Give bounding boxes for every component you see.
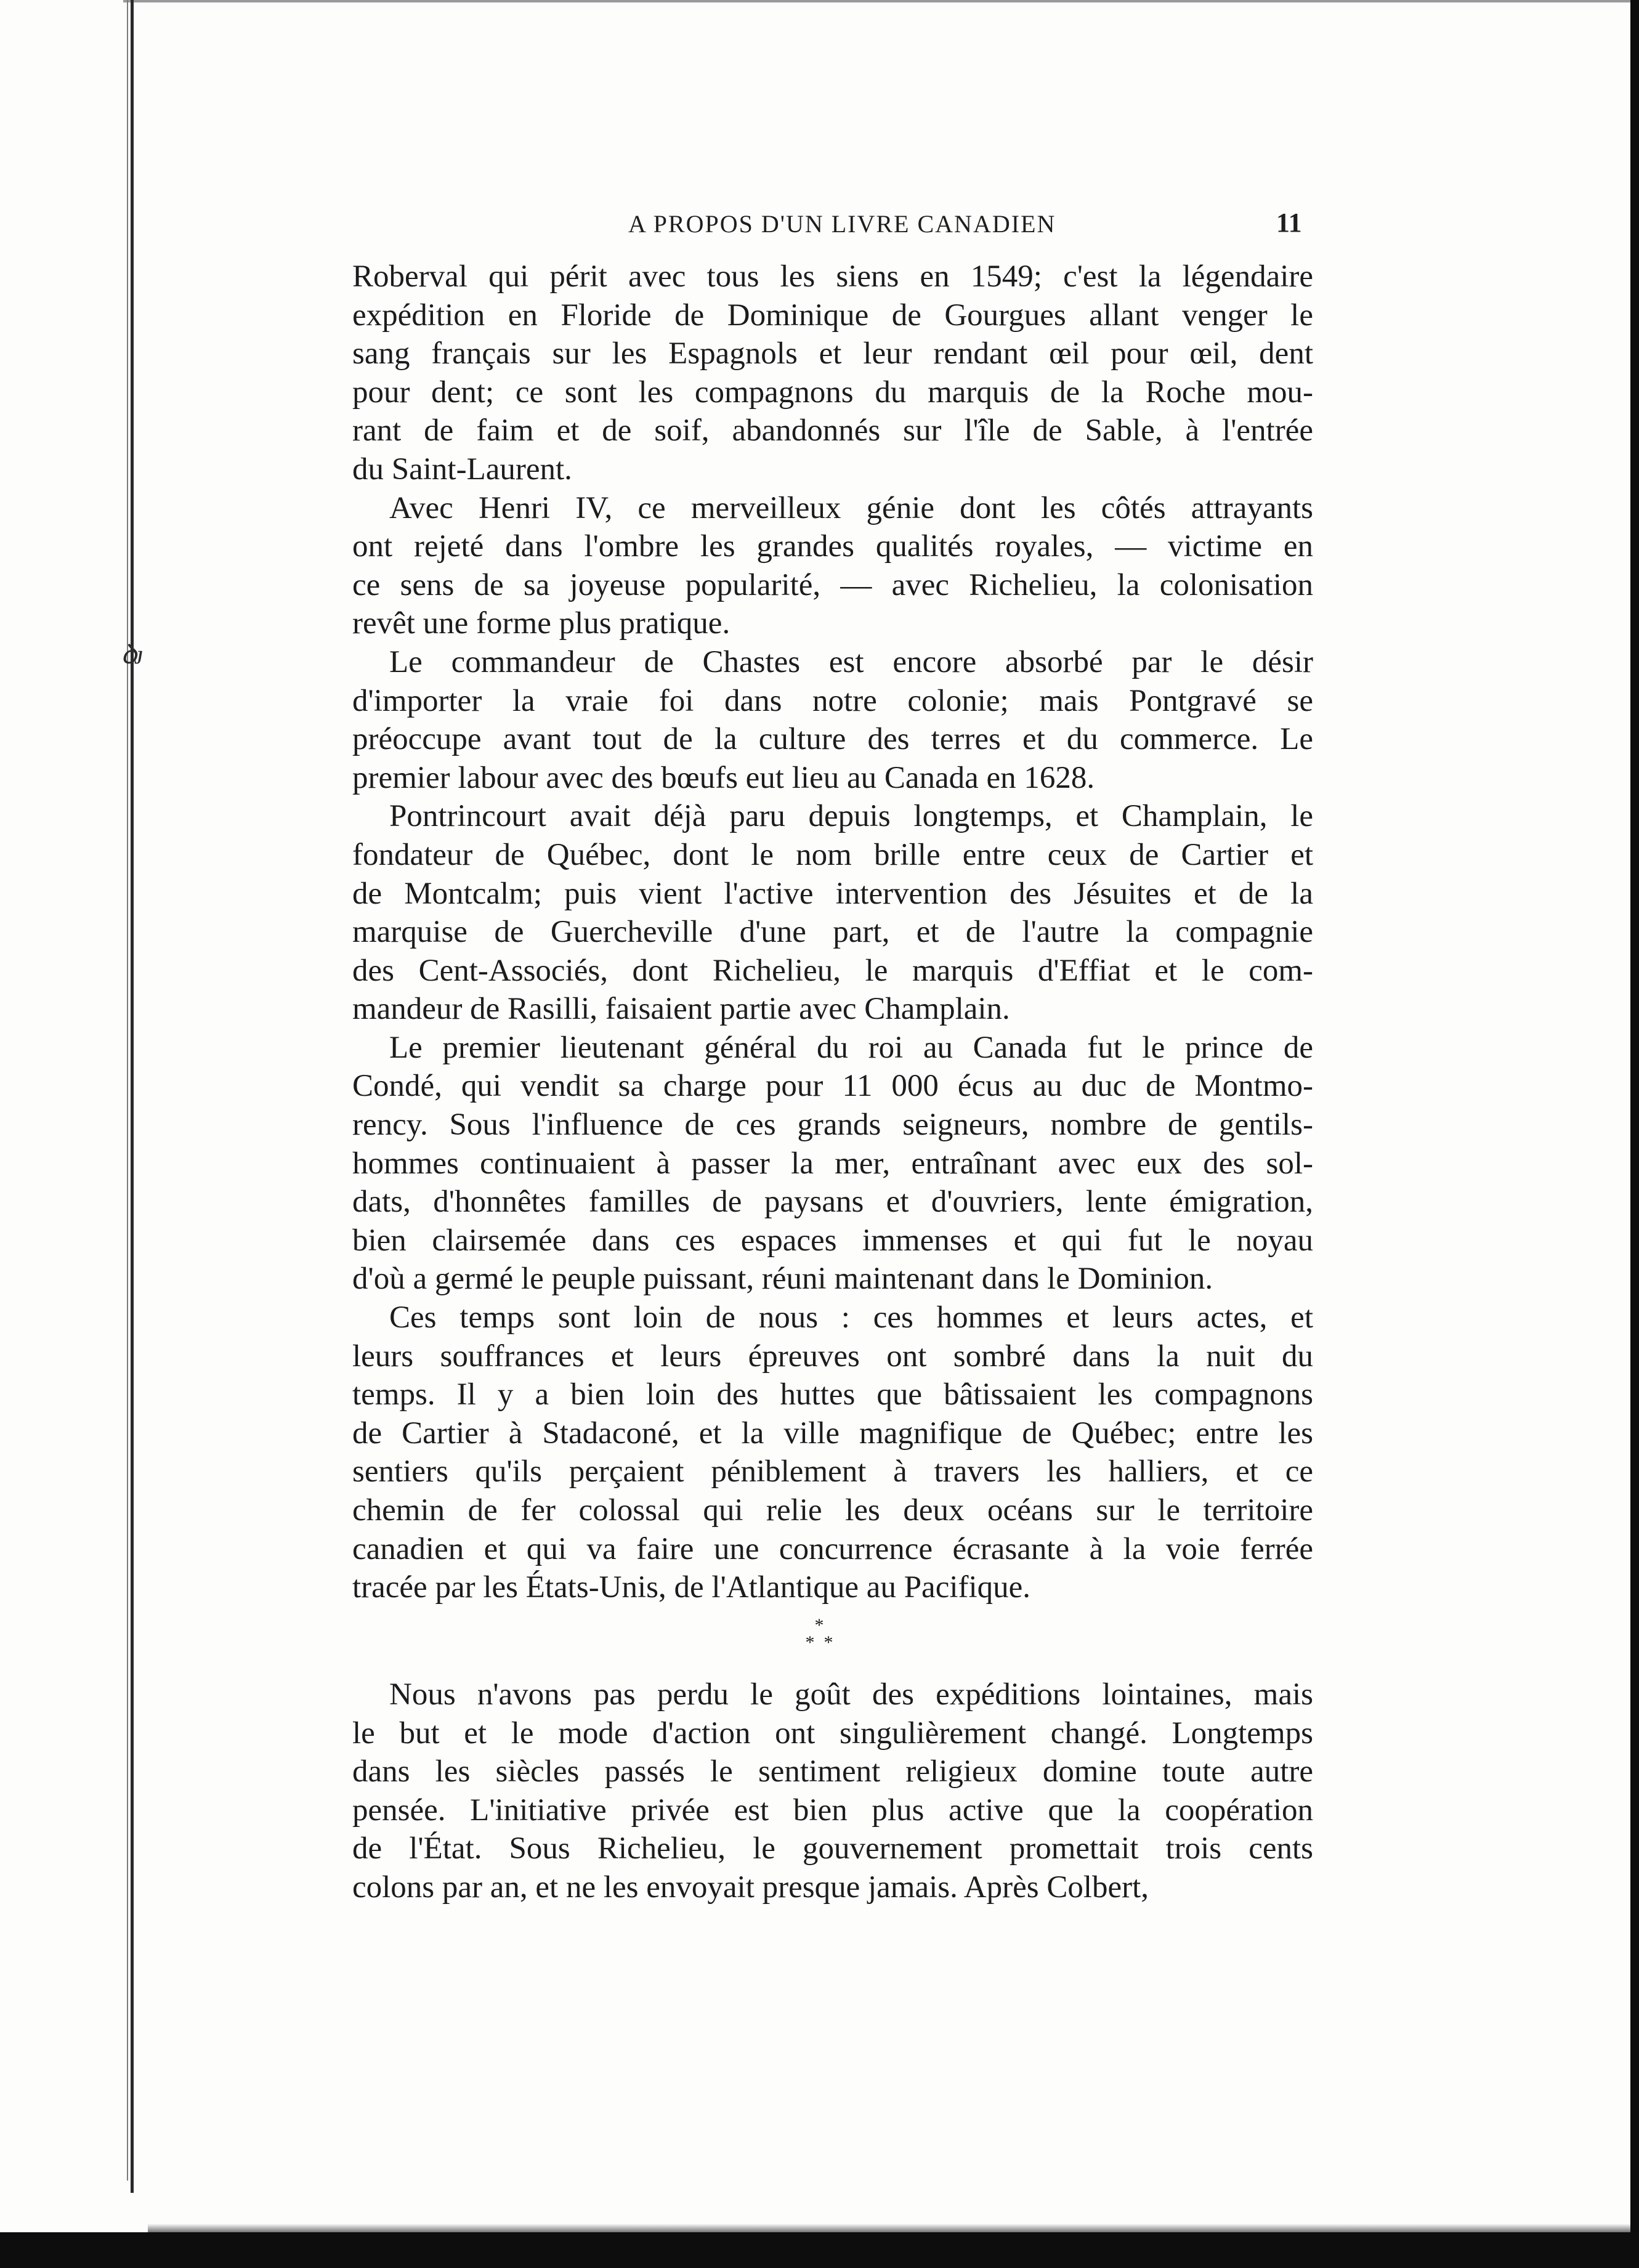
scan-right-border bbox=[1630, 0, 1639, 2268]
text-line: mandeur de Rasilli, faisaient partie avec Champlain. bbox=[352, 992, 1010, 1027]
text-line: marquise de Guercheville d'une part, et de l'autre la compagnie bbox=[352, 915, 1313, 950]
text-line: sang français sur les Espagnols et leur rendant œil pour œil, dent bbox=[352, 336, 1313, 371]
paragraph bbox=[352, 1029, 1313, 1298]
paragraph bbox=[352, 1675, 1313, 1907]
paragraph bbox=[352, 257, 1313, 489]
text-line: hommes continuaient à passer la mer, entraînant avec eux des sol- bbox=[352, 1146, 1313, 1181]
scan-top-edge bbox=[123, 0, 1639, 2]
text-line: Le commandeur de Chastes est encore absorbé par le désir bbox=[389, 644, 1313, 679]
paragraph bbox=[352, 797, 1313, 1029]
text-line: premier labour avec des bœufs eut lieu au Canada en 1628. bbox=[352, 760, 1095, 795]
paragraph bbox=[352, 1298, 1313, 1607]
text-line: de Cartier à Stadaconé, et la ville magnifique de Québec; entre les bbox=[352, 1415, 1313, 1451]
text-line: d'où a germé le peuple puissant, réuni maintenant dans le Dominion. bbox=[352, 1262, 1213, 1297]
text-line: bien clairsemée dans ces espaces immenses et qui fut le noyau bbox=[352, 1223, 1313, 1258]
margin-ink-mark: ꝺᴊ bbox=[121, 639, 143, 670]
text-line: expédition en Floride de Dominique de Gourgues allant venger le bbox=[352, 298, 1313, 333]
running-head: A PROPOS D'UN LIVRE CANADIEN bbox=[628, 210, 1056, 238]
text-line: Condé, qui vendit sa charge pour 11 000 écus au duc de Montmo- bbox=[352, 1069, 1313, 1104]
text-line: Le premier lieutenant général du roi au Canada fut le prince de bbox=[389, 1030, 1313, 1065]
asterism-bottom: * * bbox=[805, 1632, 833, 1653]
binding-edge bbox=[131, 0, 134, 2193]
text-line: ce sens de sa joyeuse popularité, — avec Richelieu, la colonisation bbox=[352, 567, 1313, 602]
text-line: Nous n'avons pas perdu le goût des expéditions lointaines, mais bbox=[389, 1677, 1313, 1712]
text-line: pour dent; ce sont les compagnons du marquis de la Roche mou- bbox=[352, 375, 1313, 410]
text-line: préoccupe avant tout de la culture des terres et du commerce. Le bbox=[352, 722, 1313, 757]
asterism-top: * bbox=[814, 1615, 824, 1635]
paragraph bbox=[352, 489, 1313, 643]
text-line: leurs souffrances et leurs épreuves ont sombré dans la nuit du bbox=[352, 1339, 1313, 1374]
text-line: fondateur de Québec, dont le nom brille entre ceux de Cartier et bbox=[352, 837, 1313, 872]
text-line: tracée par les États-Unis, de l'Atlantique au Pacifique. bbox=[352, 1570, 1031, 1605]
text-line: d'importer la vraie foi dans notre colonie; mais Pontgravé se bbox=[352, 683, 1313, 718]
text-line: des Cent-Associés, dont Richelieu, le marquis d'Effiat et le com- bbox=[352, 953, 1313, 988]
body-text-lower bbox=[352, 1675, 1313, 1907]
text-line: Roberval qui périt avec tous les siens en 1549; c'est la légendaire bbox=[352, 259, 1313, 294]
text-line: temps. Il y a bien loin des huttes que bâtissaient les compagnons bbox=[352, 1377, 1313, 1412]
paragraph bbox=[352, 643, 1313, 797]
text-line: Avec Henri IV, ce merveilleux génie dont les côtés attrayants bbox=[389, 490, 1313, 525]
text-line: colons par an, et ne les envoyait presque jamais. Après Colbert, bbox=[352, 1869, 1149, 1905]
section-break-asterism bbox=[795, 1617, 844, 1651]
text-line: Pontrincourt avait déjà paru depuis longtemps, et Champlain, le bbox=[389, 799, 1313, 834]
page-number: 11 bbox=[1276, 208, 1302, 238]
text-line: dans les siècles passés le sentiment religieux domine toute autre bbox=[352, 1754, 1313, 1789]
text-line: Ces temps sont loin de nous : ces hommes et leurs actes, et bbox=[389, 1300, 1313, 1335]
text-line: ont rejeté dans l'ombre les grandes qualités royales, — victime en bbox=[352, 529, 1313, 564]
text-line: du Saint-Laurent. bbox=[352, 452, 572, 487]
text-line: le but et le mode d'action ont singulièrement changé. Longtemps bbox=[352, 1715, 1313, 1751]
text-line: de Montcalm; puis vient l'active intervention des Jésuites et de la bbox=[352, 876, 1313, 911]
text-line: chemin de fer colossal qui relie les deux océans sur le territoire bbox=[352, 1493, 1313, 1528]
binding-shadow-line bbox=[127, 0, 128, 2181]
text-line: rency. Sous l'influence de ces grands seigneurs, nombre de gentils- bbox=[352, 1108, 1313, 1143]
text-line: de l'État. Sous Richelieu, le gouvernement promettait trois cents bbox=[352, 1831, 1313, 1866]
body-text-upper bbox=[352, 257, 1313, 1607]
text-line: canadien et qui va faire une concurrence écrasante à la voie ferrée bbox=[352, 1531, 1313, 1566]
text-line: sentiers qu'ils perçaient péniblement à travers les halliers, et ce bbox=[352, 1454, 1313, 1489]
text-line: revêt une forme plus pratique. bbox=[352, 606, 730, 641]
scan-bottom-shadow bbox=[148, 2224, 1630, 2232]
text-line: rant de faim et de soif, abandonnés sur l'île de Sable, à l'entrée bbox=[352, 413, 1313, 448]
text-line: pensée. L'initiative privée est bien plus active que la coopération bbox=[352, 1792, 1313, 1828]
text-line: dats, d'honnêtes familles de paysans et d'ouvriers, lente émigration, bbox=[352, 1185, 1313, 1220]
scan-bottom-border bbox=[0, 2232, 1639, 2268]
